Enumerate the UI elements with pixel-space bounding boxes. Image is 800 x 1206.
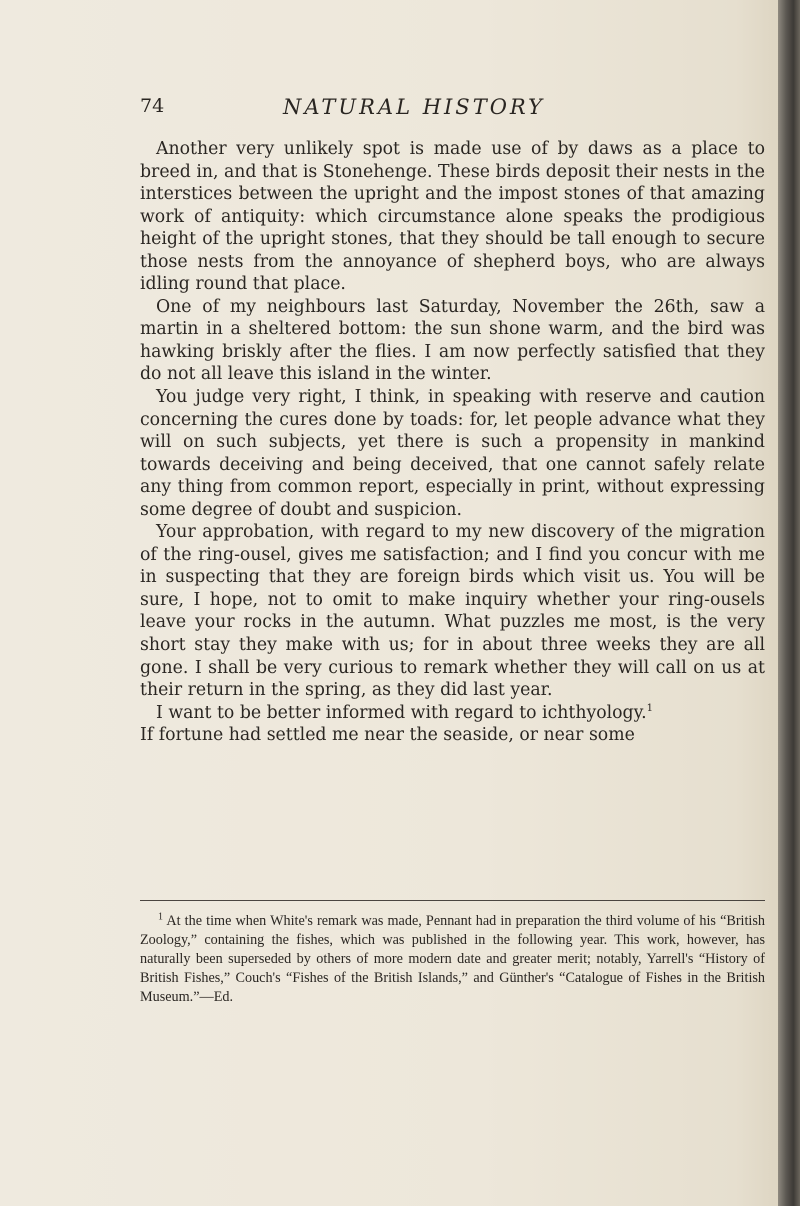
page-number: 74 <box>140 95 165 117</box>
footnote-marker: 1 <box>158 911 163 923</box>
footnote-divider <box>140 900 765 901</box>
footnote-reference: 1 <box>646 702 653 714</box>
paragraph-ichthyology <box>140 702 765 747</box>
paragraph-toads: You judge very right, I think, in speaking with reserve and caution concerning the cures done by toads: for, let people advance what they will on such subjects, yet there is such a propensity in mankind towards deceiving and being deceived, that one cannot safely relate any thing from common report, especially in print, without expressing some degree of doubt and suspicion. <box>140 387 765 520</box>
running-head <box>140 95 780 125</box>
body-text <box>140 138 765 747</box>
paragraph-martin: One of my neighbours last Saturday, November the 26th, saw a martin in a sheltered bottom: the sun shone warm, and the bird was hawking briskly after the flies. I am now perfectly satisfied that they do not all leave this island in the winter. <box>140 296 765 385</box>
continuation-line: If fortune had settled me near the seaside, or near some <box>140 725 635 746</box>
footnote-text: At the time when White's remark was made, Pennant had in preparation the third volume of his “British Zoology,” containing the fishes, which was published in the following year. This work, however, has naturally been superseded by others of more modern date and greater merit; notably, Yarrell's “History of British Fishes,” Couch's “Fishes of the British Islands,” and Günther's “Catalogue of Fishes in the British Museum.”—Ed. <box>140 913 765 1005</box>
running-title: NATURAL HISTORY <box>283 95 545 119</box>
ichthyology-sentence: I want to be better informed with regard to ichthyology. <box>156 702 647 723</box>
paragraph-ring-ousel: Your approbation, with regard to my new discovery of the migration of the ring-ousel, gives me satisfaction; and I find you concur with me in suspecting that they are foreign birds which visit us. You will be sure, I hope, not to omit to make inquiry whether your ring-ousels leave your rocks in the autumn. What puzzles me most, is the very short stay they make with us; for in about three weeks they are all gone. I shall be very curious to remark whether they will call on us at their return in the spring, as they did last year. <box>140 522 765 701</box>
footnote-1 <box>140 912 765 1007</box>
paragraph-stonehenge: Another very unlikely spot is made use of by daws as a place to breed in, and that is Stonehenge. These birds deposit their nests in the interstices between the upright and the impost stones of that amazing work of antiquity: which circumstance alone speaks the prodigious height of the upright stones, that they should be tall enough to secure those nests from the annoyance of shepherd boys, who are always idling round that place. <box>140 139 765 295</box>
footnotes <box>140 912 765 1007</box>
book-binding-edge <box>778 0 800 1206</box>
